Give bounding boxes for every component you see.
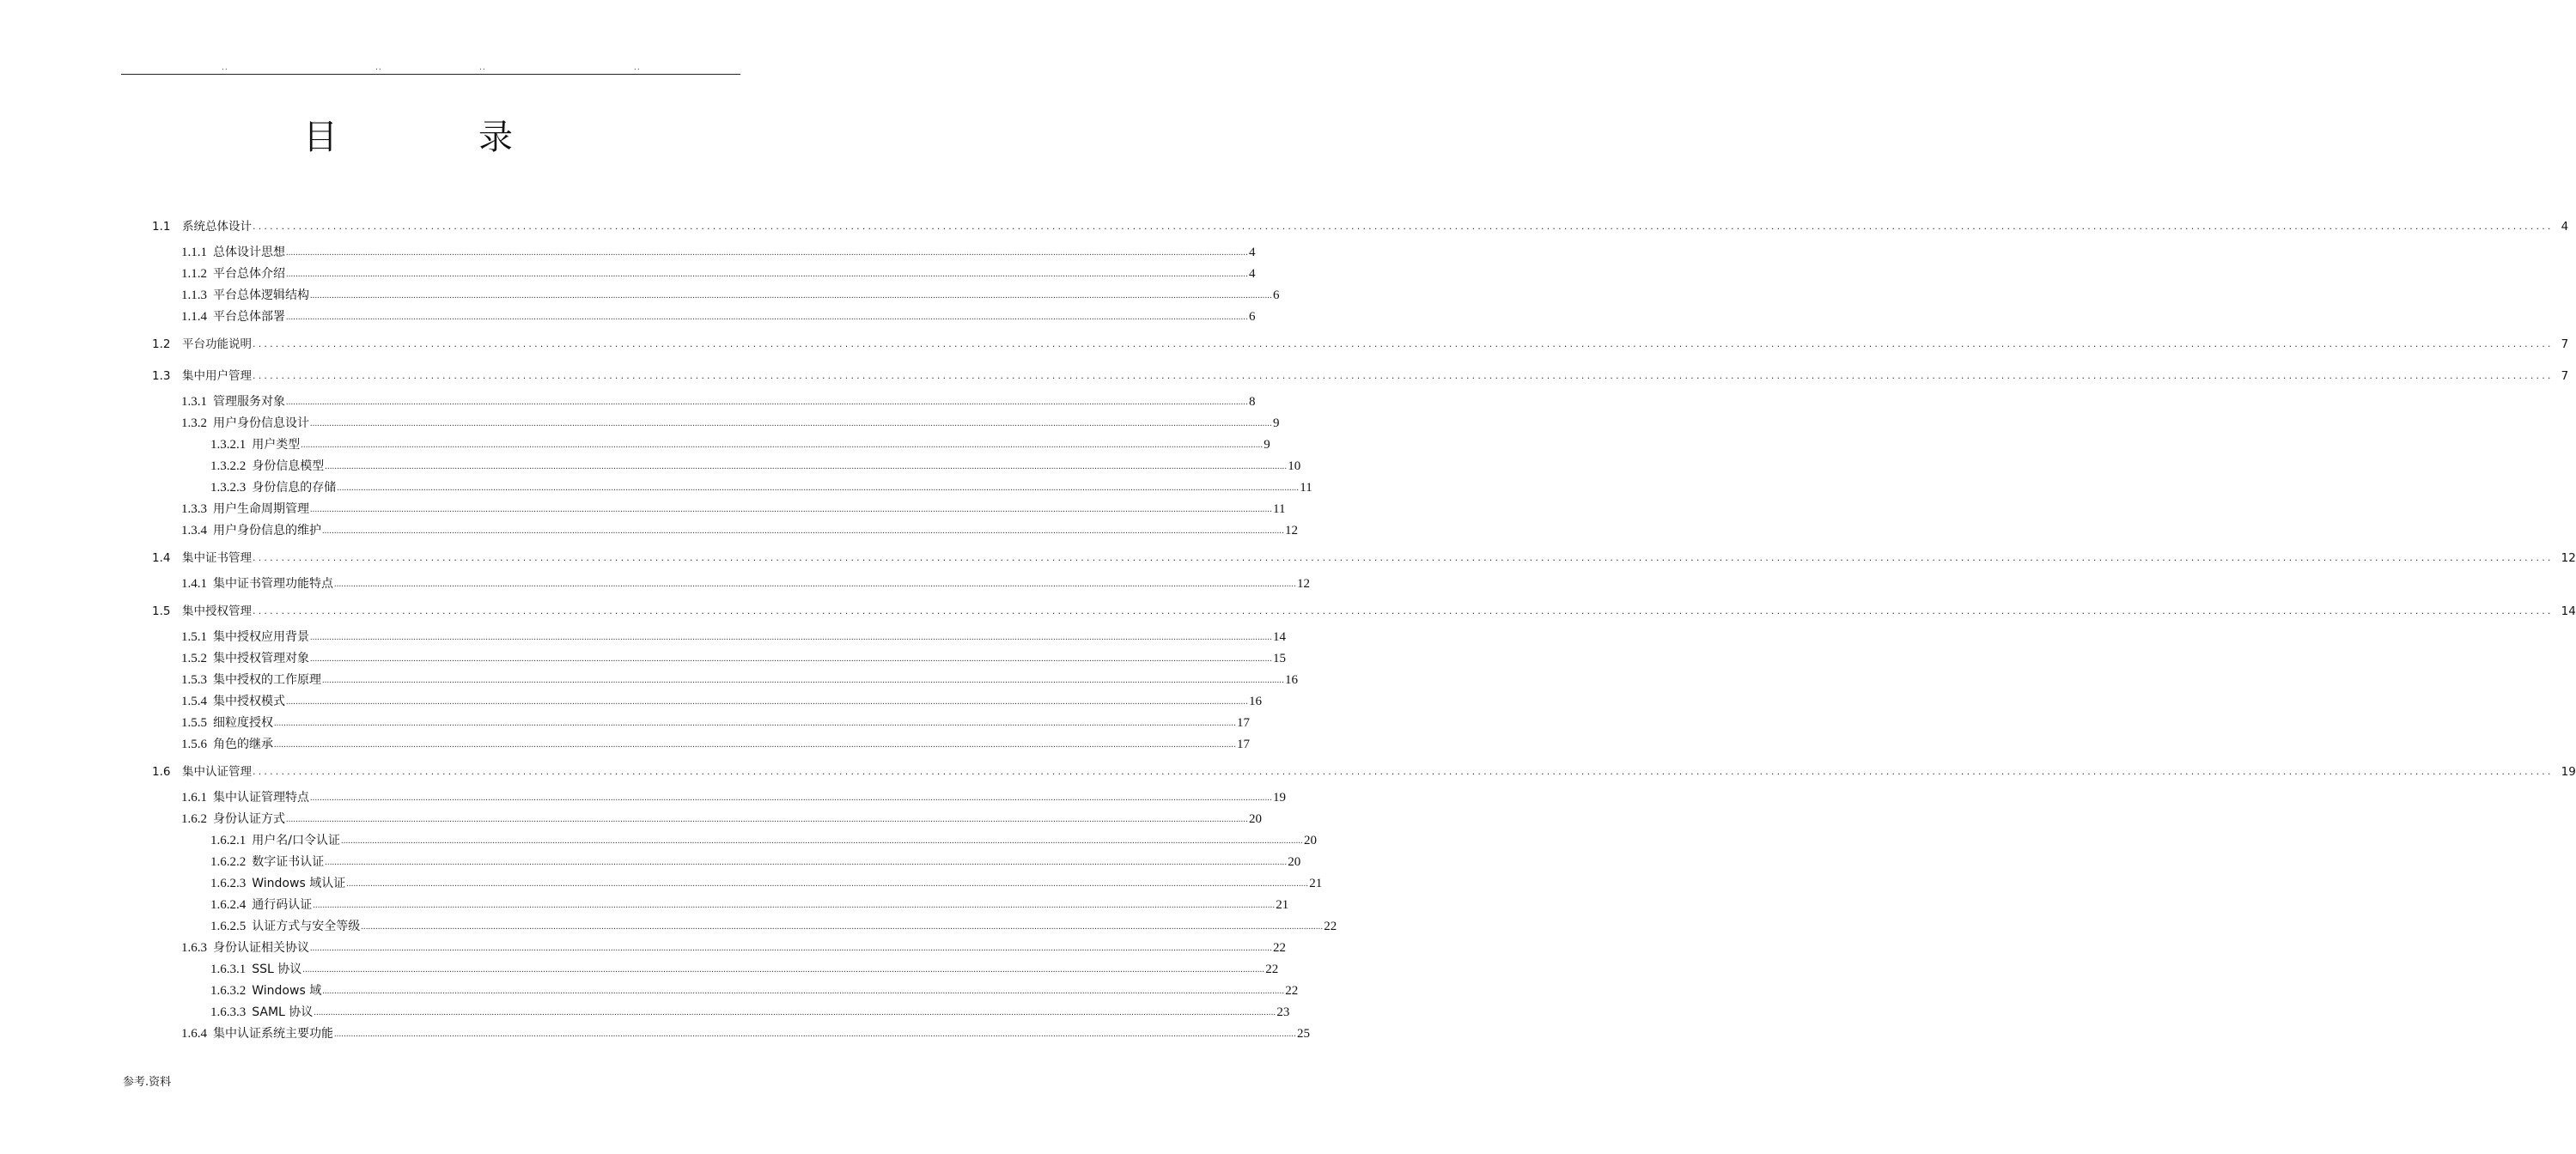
- toc-entry-title: 身份信息的存储: [252, 481, 337, 495]
- page-footer: 参考.资料: [123, 1076, 172, 1089]
- toc-entry-page: 12: [2561, 551, 2576, 565]
- toc-entry-page: 22: [1265, 963, 1279, 976]
- toc-entry-title: 数字证书认证: [252, 855, 325, 869]
- toc-entry[interactable]: [152, 334, 2569, 351]
- toc-leader-dots: ................................................................................................................................................................................................................................................................................................................................................................................................................: [253, 766, 2554, 777]
- toc-entry[interactable]: [181, 649, 1286, 666]
- toc-leader-dots: ................................................................................................................................................................................................................................................................................................................................................................................................................: [334, 580, 1296, 589]
- toc-entry-page: 22: [1285, 984, 1299, 998]
- toc-entry-number: 1.6.2.3: [210, 877, 247, 890]
- toc-entry-number: 1.5.1: [181, 630, 207, 644]
- header-mark: ..: [479, 64, 486, 72]
- toc-entry-number: 1.3.2.3: [210, 481, 247, 495]
- toc-entry-title: 集中授权应用背景: [213, 630, 309, 644]
- toc-entry-number: 1.3.1: [181, 395, 207, 409]
- toc-leader-dots: ................................................................................................................................................................................................................................................................................................................................................................................................................: [325, 462, 1288, 471]
- toc-entry-title: 平台总体逻辑结构: [213, 288, 309, 302]
- toc-entry[interactable]: [152, 366, 2569, 383]
- toc-entry-number: 1.1.2: [181, 267, 207, 281]
- toc-entry-title: 集中授权管理对象: [213, 652, 309, 665]
- toc-entry-number: 1.6: [152, 765, 171, 779]
- toc-entry-number: 1.6.3: [181, 941, 207, 955]
- toc-leader-dots: ................................................................................................................................................................................................................................................................................................................................................................................................................: [322, 676, 1284, 685]
- toc-entry-page: 19: [2561, 765, 2576, 779]
- toc-entry-title: 角色的继承: [213, 738, 273, 751]
- toc-entry-number: 1.3.2.1: [210, 438, 247, 452]
- toc-entry-page: 17: [1237, 716, 1250, 730]
- toc-entry[interactable]: [181, 414, 1280, 431]
- toc-entry[interactable]: [152, 762, 2576, 779]
- toc-entry-page: 14: [1273, 630, 1286, 644]
- header-mark: ..: [375, 64, 382, 72]
- toc-entry-title: 管理服务对象: [213, 395, 285, 409]
- toc-entry[interactable]: [210, 874, 1323, 891]
- toc-leader-dots: ................................................................................................................................................................................................................................................................................................................................................................................................................: [346, 879, 1309, 889]
- toc-entry-title: 用户名/口令认证: [252, 834, 340, 847]
- toc-entry-page: 17: [1237, 738, 1250, 751]
- toc-leader-dots: ................................................................................................................................................................................................................................................................................................................................................................................................................: [310, 419, 1272, 428]
- toc-entry-number: 1.3.3: [181, 502, 207, 516]
- toc-entry[interactable]: [181, 628, 1286, 645]
- toc-entry[interactable]: [181, 264, 1256, 282]
- toc-entry-page: 16: [1249, 695, 1262, 708]
- toc-entry[interactable]: [181, 692, 1262, 709]
- toc-leader-dots: ................................................................................................................................................................................................................................................................................................................................................................................................................: [286, 697, 1248, 707]
- toc-entry-number: 1.6.1: [181, 791, 207, 805]
- toc-leader-dots: ................................................................................................................................................................................................................................................................................................................................................................................................................: [361, 922, 1324, 932]
- toc-entry-page: 9: [1264, 438, 1270, 452]
- toc-entry[interactable]: [152, 216, 2569, 234]
- toc-leader-dots: ................................................................................................................................................................................................................................................................................................................................................................................................................: [310, 944, 1272, 953]
- toc-entry-number: 1.6.2.4: [210, 898, 247, 912]
- toc-entry-title: 细粒度授权: [213, 716, 273, 730]
- toc-entry-title: 集中授权的工作原理: [213, 673, 321, 687]
- toc-entry-page: 4: [1249, 246, 1256, 259]
- toc-entry-title: 集中用户管理: [182, 369, 252, 383]
- toc-entry-number: 1.6.3.2: [210, 984, 247, 998]
- toc-entry-title: 身份认证方式: [213, 812, 285, 826]
- toc-leader-dots: ................................................................................................................................................................................................................................................................................................................................................................................................................: [322, 987, 1285, 996]
- toc-leader-dots: ................................................................................................................................................................................................................................................................................................................................................................................................................: [253, 552, 2554, 563]
- toc-leader-dots: ................................................................................................................................................................................................................................................................................................................................................................................................................: [286, 398, 1248, 407]
- toc-entry-page: 21: [1309, 877, 1323, 890]
- toc-leader-dots: ................................................................................................................................................................................................................................................................................................................................................................................................................: [325, 858, 1288, 867]
- toc-leader-dots: ................................................................................................................................................................................................................................................................................................................................................................................................................: [253, 221, 2554, 232]
- toc-entry-page: 12: [1285, 524, 1298, 538]
- toc-entry[interactable]: [210, 960, 1279, 977]
- toc-entry[interactable]: [210, 853, 1301, 870]
- toc-entry-page: 21: [1276, 898, 1289, 912]
- toc-entry-number: 1.3.2.2: [210, 459, 247, 473]
- toc-leader-dots: ................................................................................................................................................................................................................................................................................................................................................................................................................: [310, 505, 1272, 514]
- toc-entry-number: 1.4.1: [181, 577, 207, 591]
- toc-leader-dots: ................................................................................................................................................................................................................................................................................................................................................................................................................: [313, 901, 1276, 910]
- toc-entry-number: 1.5.2: [181, 652, 207, 665]
- toc-entry-number: 1.5.6: [181, 738, 207, 751]
- toc-entry[interactable]: [181, 521, 1298, 538]
- toc-entry-title: 集中授权管理: [182, 604, 252, 618]
- toc-entry-number: 1.6.2.2: [210, 855, 247, 869]
- toc-entry-page: 20: [1288, 855, 1301, 869]
- toc-entry-title: Windows 域认证: [252, 877, 346, 890]
- toc-entry-number: 1.3.2: [181, 416, 207, 430]
- toc-entry-title: 平台总体部署: [213, 310, 285, 324]
- toc-entry[interactable]: [181, 1024, 1310, 1042]
- toc-entry[interactable]: [181, 286, 1280, 303]
- toc-entry-number: 1.6.3.1: [210, 963, 247, 976]
- toc-leader-dots: ................................................................................................................................................................................................................................................................................................................................................................................................................: [337, 483, 1300, 493]
- toc-leader-dots: ................................................................................................................................................................................................................................................................................................................................................................................................................: [286, 248, 1248, 258]
- toc-entry-number: 1.6.2.1: [210, 834, 247, 847]
- toc-entry-number: 1.3: [152, 369, 171, 383]
- toc-entry-number: 1.5.3: [181, 673, 207, 687]
- toc-entry-title: 系统总体设计: [182, 220, 252, 234]
- toc-entry-page: 19: [1273, 791, 1286, 805]
- toc-entry-page: 22: [1273, 941, 1286, 955]
- header-mark: ..: [634, 64, 641, 72]
- toc-entry[interactable]: [210, 1003, 1290, 1020]
- toc-entry-page: 22: [1324, 920, 1337, 933]
- toc-entry-page: 11: [1300, 481, 1312, 495]
- toc-entry-page: 20: [1303, 834, 1317, 847]
- toc-entry-title: 平台功能说明: [182, 337, 252, 351]
- toc-leader-dots: ................................................................................................................................................................................................................................................................................................................................................................................................................: [310, 633, 1272, 642]
- toc-leader-dots: ................................................................................................................................................................................................................................................................................................................................................................................................................: [253, 605, 2554, 616]
- toc-entry-title: 集中授权模式: [213, 695, 285, 708]
- toc-entry-page: 12: [1297, 577, 1310, 591]
- toc-entry[interactable]: [210, 478, 1312, 495]
- toc-entry[interactable]: [152, 601, 2576, 618]
- toc-entry-title: 用户身份信息的维护: [213, 524, 321, 538]
- toc-entry[interactable]: [181, 243, 1256, 260]
- toc-entry[interactable]: [181, 671, 1298, 688]
- toc-entry-title: 总体设计思想: [213, 246, 285, 259]
- page-title: 目 录: [303, 118, 566, 157]
- toc-entry[interactable]: [181, 938, 1286, 956]
- toc-entry-title: 用户类型: [252, 438, 301, 452]
- toc-entry[interactable]: [181, 307, 1256, 325]
- toc-entry-page: 4: [2561, 220, 2569, 234]
- toc-leader-dots: ................................................................................................................................................................................................................................................................................................................................................................................................................: [286, 815, 1248, 824]
- toc-leader-dots: ................................................................................................................................................................................................................................................................................................................................................................................................................: [286, 270, 1248, 279]
- toc-entry[interactable]: [181, 574, 1310, 592]
- toc-entry-page: 7: [2561, 337, 2569, 351]
- toc-entry-page: 14: [2561, 604, 2576, 618]
- toc-entry-number: 1.1.1: [181, 246, 207, 259]
- toc-entry-page: 25: [1297, 1027, 1310, 1041]
- toc-entry-title: 集中认证管理特点: [213, 791, 309, 805]
- toc-leader-dots: ................................................................................................................................................................................................................................................................................................................................................................................................................: [322, 526, 1284, 536]
- toc-entry-title: 平台总体介绍: [213, 267, 285, 281]
- toc-leader-dots: ................................................................................................................................................................................................................................................................................................................................................................................................................: [301, 440, 1264, 450]
- toc-entry-page: 11: [1273, 502, 1286, 516]
- toc-leader-dots: ................................................................................................................................................................................................................................................................................................................................................................................................................: [286, 313, 1248, 322]
- toc-entry-page: 6: [1273, 288, 1280, 302]
- toc-entry-title: SSL 协议: [252, 963, 302, 976]
- toc-entry-number: 1.3.4: [181, 524, 207, 538]
- toc-entry-number: 1.5.4: [181, 695, 207, 708]
- toc-leader-dots: ................................................................................................................................................................................................................................................................................................................................................................................................................: [274, 740, 1236, 750]
- toc-entry-title: 认证方式与安全等级: [252, 920, 361, 933]
- toc-leader-dots: ................................................................................................................................................................................................................................................................................................................................................................................................................: [302, 965, 1265, 975]
- toc-entry-title: 集中证书管理: [182, 551, 252, 565]
- toc-entry-number: 1.6.2: [181, 812, 207, 826]
- toc-entry[interactable]: [210, 831, 1317, 848]
- toc-entry-page: 10: [1288, 459, 1301, 473]
- toc-leader-dots: ................................................................................................................................................................................................................................................................................................................................................................................................................: [310, 793, 1272, 803]
- toc-entry-page: 6: [1249, 310, 1256, 324]
- toc-entry[interactable]: [181, 810, 1262, 827]
- toc-entry[interactable]: [181, 714, 1250, 731]
- toc-leader-dots: ................................................................................................................................................................................................................................................................................................................................................................................................................: [253, 370, 2554, 381]
- toc-entry-number: 1.5: [152, 604, 171, 618]
- toc-entry[interactable]: [181, 392, 1256, 410]
- toc-entry-number: 1.4: [152, 551, 171, 565]
- toc-entry[interactable]: [210, 981, 1299, 999]
- toc-entry-number: 1.1.3: [181, 288, 207, 302]
- toc-entry-title: 集中证书管理功能特点: [213, 577, 333, 591]
- toc-entry-number: 1.1.4: [181, 310, 207, 324]
- toc-entry-page: 20: [1249, 812, 1262, 826]
- toc-entry-page: 16: [1285, 673, 1298, 687]
- toc-entry-title: 通行码认证: [252, 898, 313, 912]
- toc-leader-dots: ................................................................................................................................................................................................................................................................................................................................................................................................................: [253, 338, 2554, 349]
- toc-entry-number: 1.6.4: [181, 1027, 207, 1041]
- toc-entry-page: 15: [1273, 652, 1286, 665]
- toc-entry-page: 7: [2561, 369, 2569, 383]
- toc-entry[interactable]: [152, 548, 2576, 565]
- toc-entry[interactable]: [210, 896, 1289, 913]
- toc-entry-page: 9: [1273, 416, 1280, 430]
- toc-entry-number: 1.6.2.5: [210, 920, 247, 933]
- toc-entry[interactable]: [181, 735, 1250, 752]
- toc-entry[interactable]: [181, 788, 1286, 805]
- toc-entry[interactable]: [210, 435, 1270, 452]
- toc-entry[interactable]: [210, 457, 1301, 474]
- toc-entry-number: 1.5.5: [181, 716, 207, 730]
- toc-entry-title: 身份认证相关协议: [213, 941, 309, 955]
- toc-entry-title: Windows 域: [252, 984, 322, 998]
- toc-entry-title: 用户身份信息设计: [213, 416, 309, 430]
- toc-entry-title: 集中认证管理: [182, 765, 252, 779]
- toc-entry-title: 集中认证系统主要功能: [213, 1027, 333, 1041]
- toc-entry-title: SAML 协议: [252, 1005, 314, 1019]
- toc-entry-number: 1.2: [152, 337, 171, 351]
- toc-entry-page: 4: [1249, 267, 1256, 281]
- toc-entry[interactable]: [181, 500, 1286, 517]
- toc-entry-title: 身份信息模型: [252, 459, 325, 473]
- toc-leader-dots: ................................................................................................................................................................................................................................................................................................................................................................................................................: [340, 836, 1303, 846]
- toc-leader-dots: ................................................................................................................................................................................................................................................................................................................................................................................................................: [314, 1008, 1276, 1017]
- toc-leader-dots: ................................................................................................................................................................................................................................................................................................................................................................................................................: [310, 654, 1272, 664]
- header-mark: ..: [222, 64, 228, 72]
- toc-entry-page: 23: [1276, 1005, 1290, 1019]
- toc-leader-dots: ................................................................................................................................................................................................................................................................................................................................................................................................................: [310, 291, 1272, 301]
- toc-leader-dots: ................................................................................................................................................................................................................................................................................................................................................................................................................: [274, 719, 1236, 728]
- toc-entry-page: 8: [1249, 395, 1256, 409]
- toc-entry-number: 1.1: [152, 220, 171, 234]
- toc-entry[interactable]: [210, 917, 1337, 934]
- toc-entry-number: 1.6.3.3: [210, 1005, 247, 1019]
- toc-leader-dots: ................................................................................................................................................................................................................................................................................................................................................................................................................: [334, 1029, 1296, 1039]
- toc-entry-title: 用户生命周期管理: [213, 502, 309, 516]
